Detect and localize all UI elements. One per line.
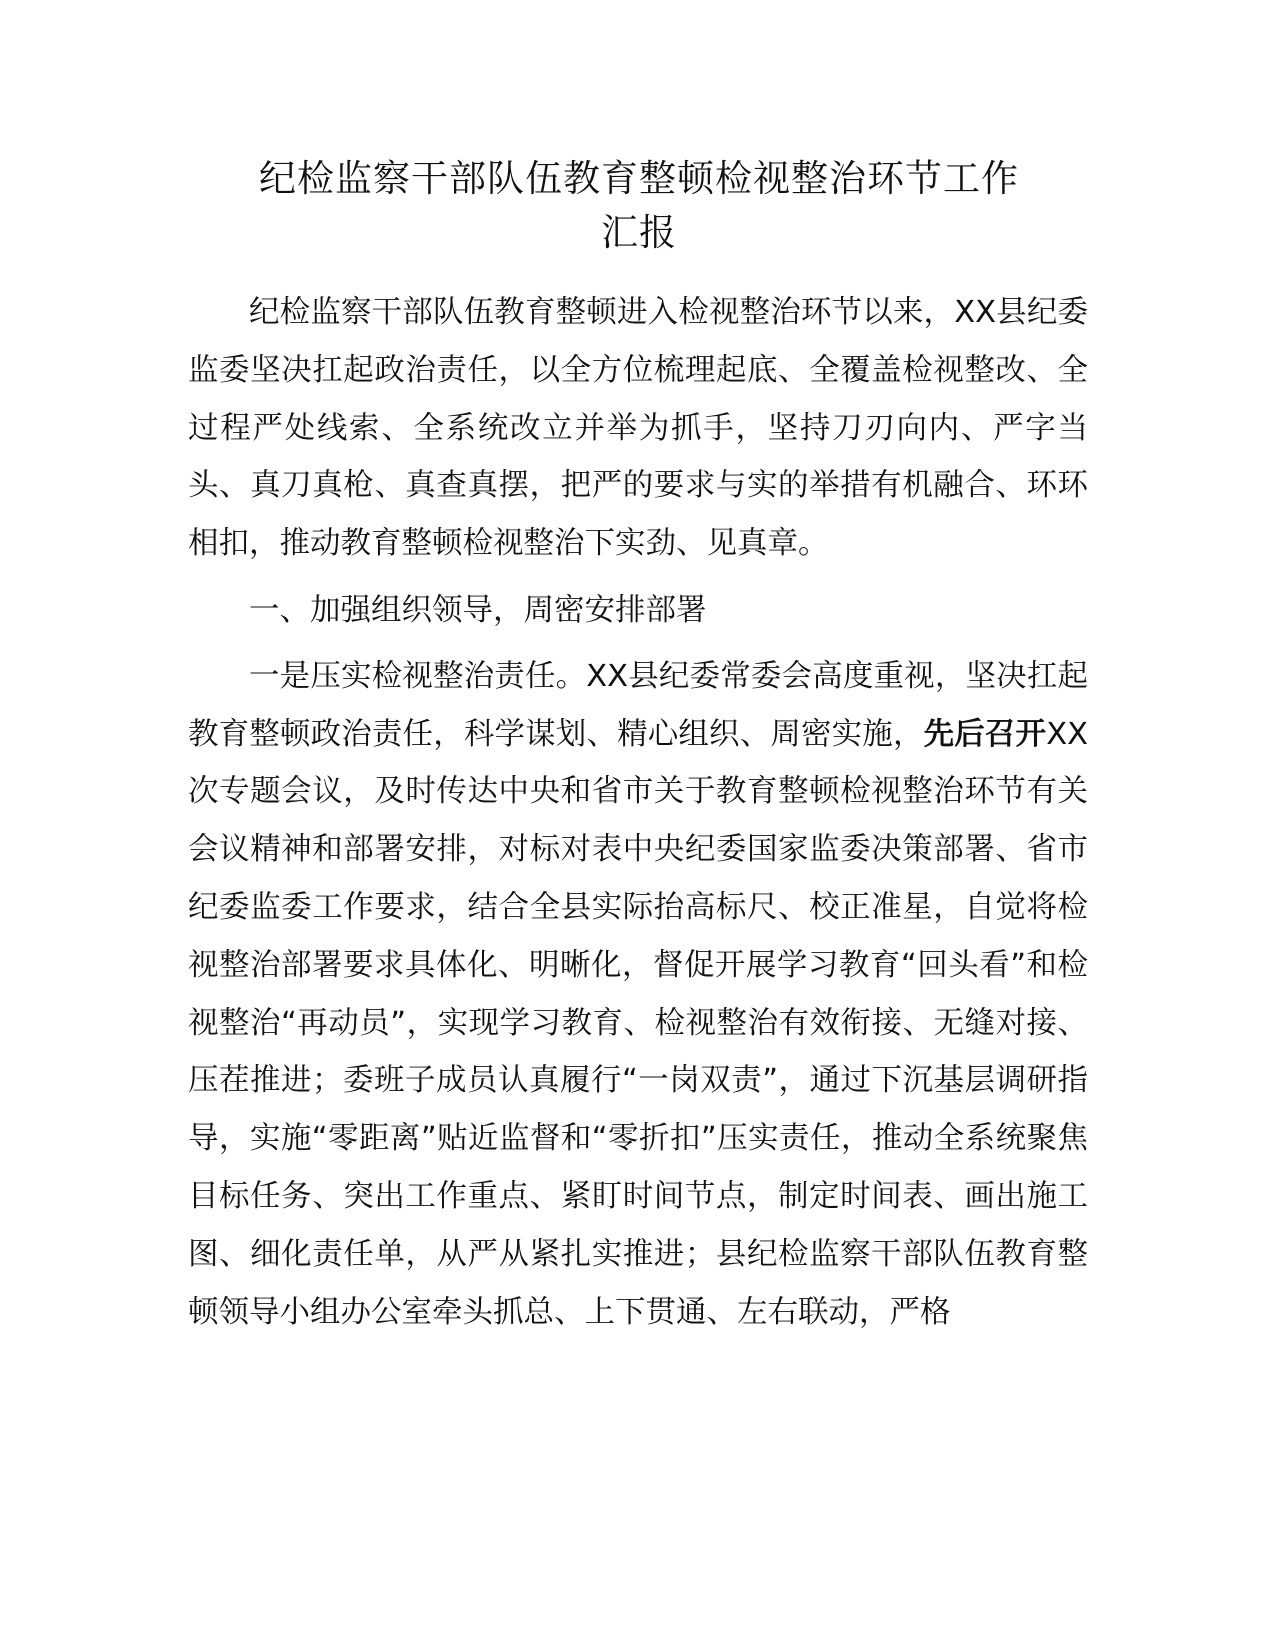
- document-title: [180, 152, 1098, 260]
- section-heading: 一、加强组织领导，周密安排部署: [249, 592, 707, 628]
- bold-phrase: 先后召开: [923, 716, 1047, 752]
- document-body: [188, 284, 1088, 1350]
- intro-paragraph: 纪检监察干部队伍教育整顿进入检视整治环节以来，XX县纪委监委坚决扛起政治责任，以全方位梳理起底、全覆盖检视整改、全过程严处线索、全系统改立并举为抓手，坚持刀刃向内、严字当头、真刀真枪、真查真摆，把严的要求与实的举措有机融合、环环相扣，推动教育整顿检视整治下实劲、见真章。: [188, 295, 1088, 562]
- paragraph-text: XX次专题会议，及时传达中央和省市关于教育整顿检视整治环节有关会议精神和部署安排，对标对表中央纪委国家监委决策部署、省市纪委监委工作要求，结合全县实际抬高标尺、校正准星，自觉将检视整治部署要求具体化、明晰化，督促开展学习教育“回头看”和检视整治“再动员”，实现学习教育、检视整治有效衔接、无缝对接、压茬推进；委班子成员认真履行“一岗双责”，通过下沉基层调研指导，实施“零距离”贴近监督和“零折扣”压实责任，推动全系统聚焦目标任务、突出工作重点、紧盯时间节点，制定时间表、画出施工图、细化责任单，从严从紧扎实推进；县纪检监察干部队伍教育整顿领导小组办公室牵头抓总、上下贯通、左右联动，严格: [188, 716, 1089, 1330]
- title-line-1: 纪检监察干部队伍教育整顿检视整治环节工作: [259, 157, 1019, 200]
- title-line-2: 汇报: [601, 211, 677, 254]
- paragraph-lead: 一是压实检视整治责任。XX县纪委常委会高度重视，坚决扛起教育整顿政治责任，科学谋划、精心组织、周密实施，: [188, 658, 1088, 752]
- body-paragraph: [188, 648, 1088, 1342]
